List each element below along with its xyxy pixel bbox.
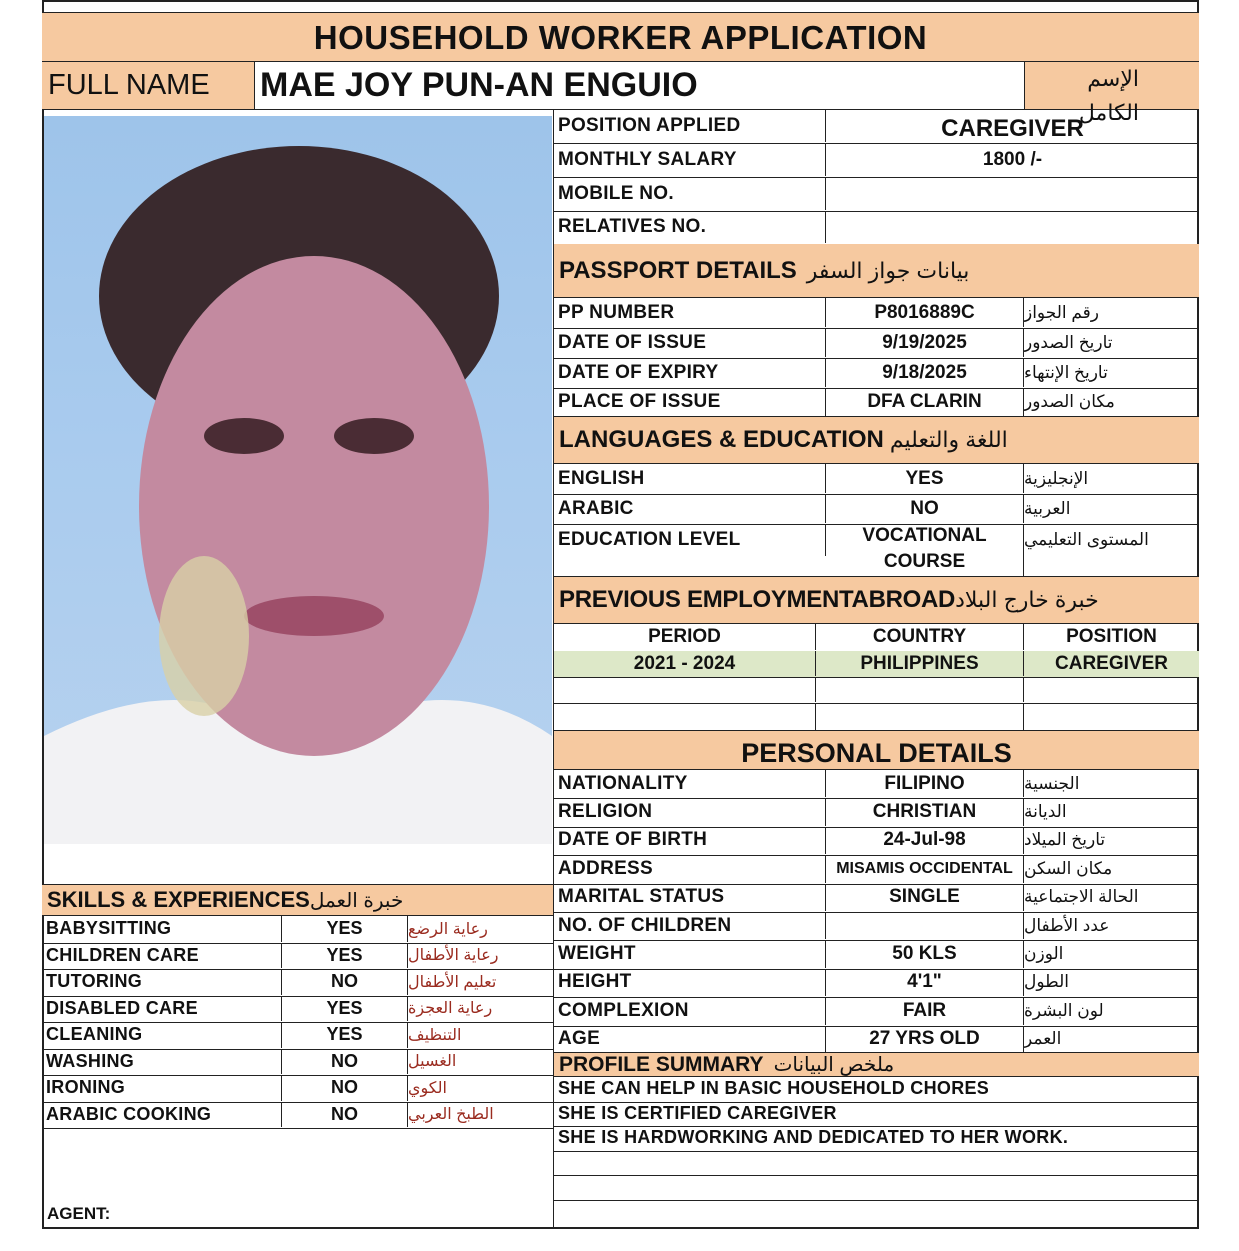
english-label: ENGLISH bbox=[554, 464, 826, 493]
employment-empty-cell bbox=[554, 703, 816, 730]
skills-heading bbox=[42, 884, 554, 916]
profile-summary-line bbox=[554, 1175, 1199, 1201]
employment-col-period: PERIOD bbox=[554, 624, 816, 650]
agent-label: AGENT: bbox=[47, 1204, 111, 1223]
skill-ar: رعاية الرضع bbox=[408, 920, 488, 938]
date-of-issue-ar: تاريخ الصدور bbox=[1024, 332, 1113, 352]
skill-label: BABYSITTING bbox=[42, 916, 282, 942]
full-name-value: MAE JOY PUN-AN ENGUIO bbox=[260, 66, 698, 104]
skill-label: ARABIC COOKING bbox=[42, 1102, 282, 1128]
arabic-ar: العربية bbox=[1024, 498, 1071, 518]
profile-summary-heading bbox=[554, 1052, 1199, 1077]
skill-ar: رعاية الأطفال bbox=[408, 947, 499, 965]
personal-details-heading-text: PERSONAL DETAILS bbox=[741, 738, 1012, 768]
personal-row-label: AGE bbox=[554, 1026, 826, 1053]
place-of-issue-ar: مكان الصدور bbox=[1024, 392, 1115, 411]
skill-row bbox=[42, 1075, 554, 1103]
personal-row-value: CHRISTIAN bbox=[826, 798, 1024, 825]
skill-row bbox=[42, 1049, 554, 1077]
form-title-bar bbox=[42, 12, 1199, 62]
personal-row bbox=[554, 770, 1199, 799]
skill-ar: رعاية العجزة bbox=[408, 1000, 493, 1018]
personal-row-value: 27 YRS OLD bbox=[826, 1026, 1024, 1053]
personal-row-ar: العمر bbox=[1024, 1029, 1062, 1049]
passport-heading-ar: بيانات جواز السفر bbox=[806, 257, 970, 283]
profile-summary-heading-ar: ملخص البيانات bbox=[773, 1054, 895, 1076]
profile-summary-text: SHE CAN HELP IN BASIC HOUSEHOLD CHORES bbox=[558, 1078, 990, 1099]
profile-summary-line bbox=[554, 1126, 1199, 1152]
skill-label: DISABLED CARE bbox=[42, 996, 282, 1022]
skill-row bbox=[42, 943, 554, 971]
employment-empty-cell bbox=[554, 677, 816, 702]
employment-empty-cell bbox=[816, 677, 1024, 702]
place-of-issue-label: PLACE OF ISSUE bbox=[554, 388, 826, 416]
personal-details-table bbox=[554, 770, 1199, 1054]
employment-heading-ar: خبرة خارج البلاد bbox=[955, 587, 1099, 612]
personal-row-label: WEIGHT bbox=[554, 940, 826, 967]
profile-summary-lines bbox=[554, 1077, 1199, 1227]
profile-summary-text bbox=[554, 1151, 1199, 1175]
personal-row-label: COMPLEXION bbox=[554, 997, 826, 1024]
position-applied-value: CAREGIVER bbox=[941, 115, 1084, 142]
skill-label: CHILDREN CARE bbox=[42, 943, 282, 969]
skill-ar: الغسيل bbox=[408, 1053, 457, 1071]
skill-label: IRONING bbox=[42, 1075, 282, 1101]
personal-row bbox=[554, 884, 1199, 913]
languages-heading-ar: اللغة والتعليم bbox=[889, 427, 1008, 452]
personal-row-ar: الديانة bbox=[1024, 802, 1067, 822]
date-of-expiry-label: DATE OF EXPIRY bbox=[554, 358, 826, 387]
education-level-value: VOCATIONAL bbox=[862, 525, 987, 546]
full-name-label-cell bbox=[42, 62, 254, 110]
applicant-photo bbox=[44, 116, 552, 844]
profile-summary-text bbox=[554, 1175, 1199, 1199]
personal-row-ar: الطول bbox=[1024, 972, 1069, 992]
skill-value: YES bbox=[282, 916, 408, 942]
employment-empty-cell bbox=[816, 703, 1024, 730]
personal-row-label: NATIONALITY bbox=[554, 770, 826, 797]
skill-row bbox=[42, 916, 554, 944]
profile-summary-heading-text: PROFILE SUMMARY bbox=[559, 1052, 764, 1076]
photo-portrait-illustration bbox=[44, 116, 552, 844]
place-of-issue-value: DFA CLARIN bbox=[826, 388, 1024, 416]
profile-summary-line bbox=[554, 1151, 1199, 1177]
date-of-expiry-ar: تاريخ الإنتهاء bbox=[1024, 362, 1108, 382]
personal-row-value: 24-Jul-98 bbox=[826, 827, 1024, 854]
skill-value: NO bbox=[282, 1075, 408, 1101]
passport-table bbox=[554, 298, 1199, 416]
form-title: HOUSEHOLD WORKER APPLICATION bbox=[313, 19, 928, 56]
skill-label: CLEANING bbox=[42, 1022, 282, 1048]
position-applied-label: POSITION APPLIED bbox=[554, 110, 826, 142]
relatives-no-value bbox=[826, 211, 1199, 243]
personal-row-value: 4'1" bbox=[826, 969, 1024, 996]
skill-ar: الطبخ العربي bbox=[408, 1106, 494, 1124]
skill-row bbox=[42, 1102, 554, 1130]
personal-row-ar: عدد الأطفال bbox=[1024, 915, 1110, 935]
languages-heading-text: LANGUAGES & EDUCATION bbox=[559, 426, 884, 453]
skill-value: NO bbox=[282, 1102, 408, 1128]
employment-heading-text: PREVIOUS EMPLOYMENTABROAD bbox=[559, 586, 956, 613]
skill-row bbox=[42, 969, 554, 997]
date-of-issue-label: DATE OF ISSUE bbox=[554, 328, 826, 357]
education-level-label: EDUCATION LEVEL bbox=[554, 524, 826, 556]
personal-row bbox=[554, 855, 1199, 884]
personal-row-label: NO. OF CHILDREN bbox=[554, 912, 826, 939]
employment-col-country: COUNTRY bbox=[816, 624, 1024, 650]
education-level-value-cell bbox=[826, 524, 1024, 576]
languages-heading bbox=[554, 416, 1199, 464]
education-level-ar: المستوى التعليمي bbox=[1024, 530, 1149, 549]
personal-row bbox=[554, 827, 1199, 856]
education-level-value-line2: COURSE bbox=[883, 551, 966, 572]
skill-ar: التنظيف bbox=[408, 1026, 462, 1044]
personal-row bbox=[554, 969, 1199, 998]
employment-heading bbox=[554, 576, 1199, 624]
personal-row-ar: تاريخ الميلاد bbox=[1024, 830, 1106, 850]
skill-row bbox=[42, 996, 554, 1024]
pp-number-ar: رقم الجواز bbox=[1024, 302, 1099, 322]
position-info-table bbox=[554, 110, 1199, 244]
full-name-ar-cell bbox=[1024, 62, 1199, 125]
personal-row bbox=[554, 912, 1199, 941]
personal-row-value bbox=[826, 912, 1024, 939]
personal-row-ar: الجنسية bbox=[1024, 773, 1080, 793]
personal-row-value: SINGLE bbox=[826, 884, 1024, 911]
employment-row-position: CAREGIVER bbox=[1055, 652, 1168, 674]
passport-details-heading bbox=[554, 244, 1199, 298]
personal-row-value: FAIR bbox=[826, 997, 1024, 1024]
personal-row-value: MISAMIS OCCIDENTAL bbox=[826, 855, 1024, 882]
relatives-no-label: RELATIVES NO. bbox=[554, 211, 826, 243]
skill-value: YES bbox=[282, 943, 408, 969]
passport-heading-text: PASSPORT DETAILS bbox=[559, 256, 797, 284]
skill-ar: تعليم الأطفال bbox=[408, 973, 497, 991]
profile-summary-line bbox=[554, 1077, 1199, 1103]
skill-row bbox=[42, 1022, 554, 1050]
column-divider bbox=[553, 110, 554, 1229]
mobile-no-label: MOBILE NO. bbox=[554, 177, 826, 210]
personal-row-value: 50 KLS bbox=[826, 940, 1024, 967]
employment-table bbox=[554, 624, 1199, 730]
monthly-salary-label: MONTHLY SALARY bbox=[554, 143, 826, 176]
full-name-ar-label: الإسم الكامل bbox=[1078, 66, 1139, 125]
mobile-no-value bbox=[826, 177, 1199, 210]
personal-row bbox=[554, 997, 1199, 1026]
skill-value: NO bbox=[282, 969, 408, 995]
pp-number-label: PP NUMBER bbox=[554, 298, 826, 327]
personal-row bbox=[554, 1026, 1199, 1054]
personal-row-ar: الوزن bbox=[1024, 944, 1064, 964]
skill-ar: الكوي bbox=[408, 1079, 447, 1097]
personal-details-heading bbox=[554, 730, 1199, 770]
profile-summary-text: SHE IS CERTIFIED CAREGIVER bbox=[558, 1102, 837, 1123]
skill-label: WASHING bbox=[42, 1049, 282, 1075]
english-ar: الإنجليزية bbox=[1024, 468, 1089, 488]
personal-row-label: DATE OF BIRTH bbox=[554, 827, 826, 854]
personal-row-label: RELIGION bbox=[554, 798, 826, 825]
date-of-issue-value: 9/19/2025 bbox=[826, 328, 1024, 357]
personal-row-ar: مكان السكن bbox=[1024, 858, 1113, 878]
employment-row-period: 2021 - 2024 bbox=[554, 651, 816, 676]
personal-row-ar: الحالة الاجتماعية bbox=[1024, 887, 1139, 907]
personal-row-label: ADDRESS bbox=[554, 855, 826, 882]
languages-table bbox=[554, 464, 1199, 576]
skills-heading-ar: خبرة العمل bbox=[309, 889, 404, 912]
skills-table bbox=[42, 916, 554, 1126]
arabic-label: ARABIC bbox=[554, 494, 826, 523]
pp-number-value: P8016889C bbox=[826, 298, 1024, 327]
full-name-value-cell bbox=[254, 62, 1024, 110]
personal-row-value: FILIPINO bbox=[826, 770, 1024, 797]
english-value: YES bbox=[826, 464, 1024, 493]
personal-row-label: HEIGHT bbox=[554, 969, 826, 996]
personal-row bbox=[554, 798, 1199, 827]
monthly-salary-value: 1800 /- bbox=[982, 148, 1043, 170]
skills-heading-text: SKILLS & EXPERIENCES bbox=[47, 887, 310, 912]
date-of-expiry-value: 9/18/2025 bbox=[826, 358, 1024, 387]
skill-value: YES bbox=[282, 1022, 408, 1048]
skill-value: NO bbox=[282, 1049, 408, 1075]
skill-label: TUTORING bbox=[42, 969, 282, 995]
employment-col-position: POSITION bbox=[1066, 626, 1157, 647]
personal-row-label: MARITAL STATUS bbox=[554, 884, 826, 911]
personal-row-ar: لون البشرة bbox=[1024, 1000, 1104, 1020]
full-name-label: FULL NAME bbox=[48, 69, 210, 101]
profile-summary-line bbox=[554, 1102, 1199, 1128]
skill-value: YES bbox=[282, 996, 408, 1022]
personal-row bbox=[554, 940, 1199, 969]
arabic-value: NO bbox=[826, 494, 1024, 523]
profile-summary-text: SHE IS HARDWORKING AND DEDICATED TO HER WORK. bbox=[558, 1127, 1069, 1148]
employment-row-country: PHILIPPINES bbox=[816, 651, 1024, 676]
